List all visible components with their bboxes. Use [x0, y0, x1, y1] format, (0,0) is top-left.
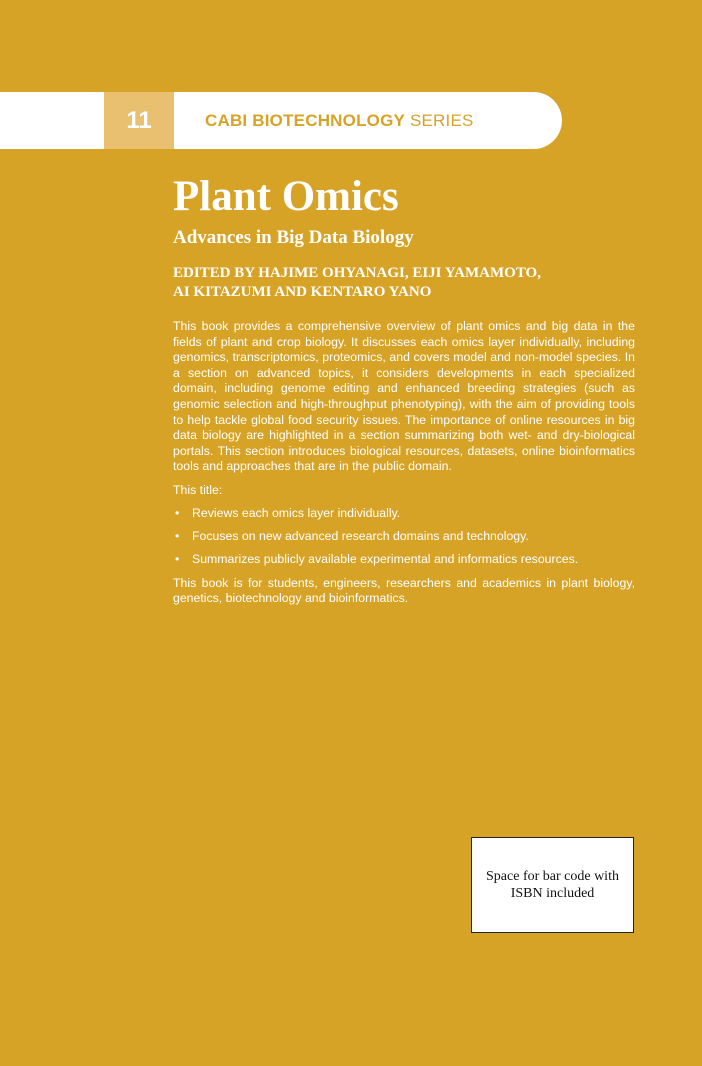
feature-list	[173, 506, 635, 568]
feature-item: • Summarizes publicly available experimental and informatics resources.	[173, 552, 635, 568]
barcode-placeholder	[471, 837, 634, 933]
audience-statement: This book is for students, engineers, researchers and academics in plant biology, genetics, biotechnology and bioinformatics.	[173, 575, 635, 606]
series-name: CABI BIOTECHNOLOGY	[205, 111, 406, 130]
series-number: 11	[104, 92, 174, 149]
book-subtitle: Advances in Big Data Biology	[173, 227, 414, 248]
feature-item: • Focuses on new advanced research domains and technology.	[173, 529, 635, 545]
series-title	[205, 92, 474, 149]
series-word: SERIES	[409, 111, 474, 130]
feature-item: • Reviews each omics layer individually.	[173, 506, 635, 522]
editors-line-2: AI KITAZUMI AND KENTARO YANO	[173, 284, 432, 300]
back-cover-content	[173, 170, 635, 607]
book-title: Plant Omics	[173, 173, 399, 220]
series-banner	[0, 92, 562, 149]
book-description: This book provides a comprehensive overview of plant omics and big data in the fields of plant and crop biology. It discusses each omics layer individually, including genomics, transcriptomics, proteomics, and covers model and non-model species. In a section on advanced topics, it considers developments in each specialized domain, including genome editing and enhanced breeding strategies (such as genomic selection and high-throughput phenotyping), with the aim of providing tools to help tackle global food security issues. The importance of online resources in big data biology are highlighted in a section summarizing both wet- and dry-biological portals. This section introduces biological resources, datasets, online bioinformatics tools and approaches that are in the public domain.	[173, 319, 635, 474]
barcode-placeholder-text: Space for bar code with ISBN included	[486, 869, 619, 901]
editors	[173, 264, 635, 302]
editors-line-1: EDITED BY HAJIME OHYANAGI, EIJI YAMAMOTO,	[173, 265, 541, 281]
this-title-label: This title:	[173, 482, 223, 497]
